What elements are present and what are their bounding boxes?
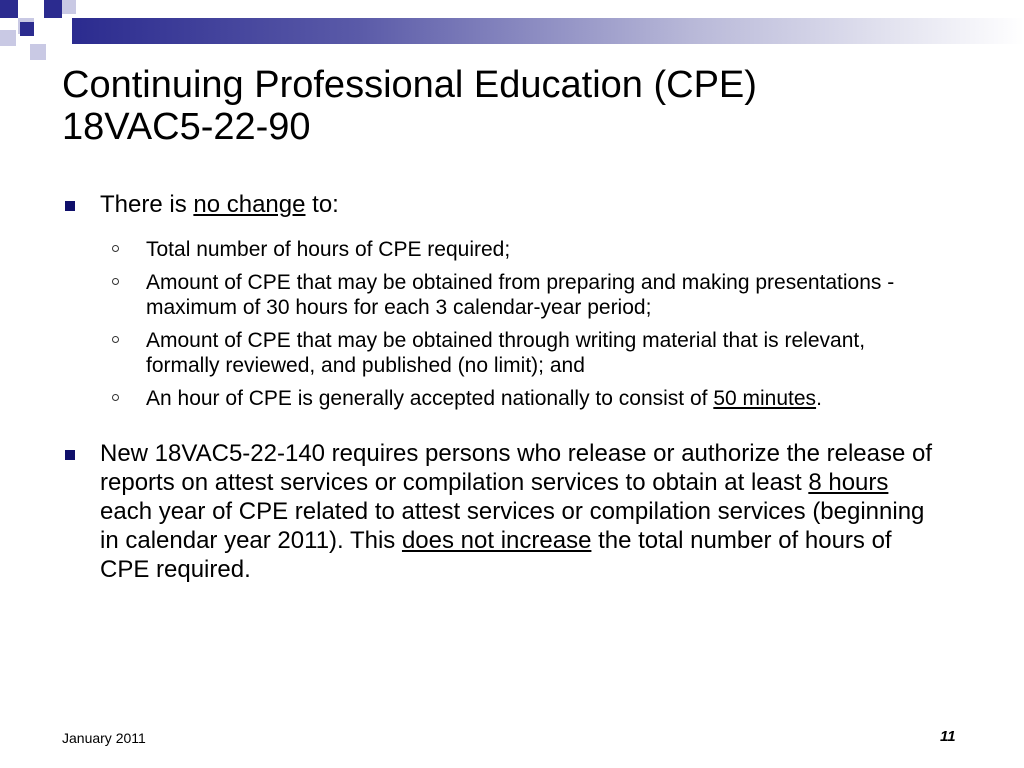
bullet-text-post: to: — [305, 191, 339, 218]
circle-bullet-icon — [112, 245, 119, 252]
no-change-text: no change — [193, 191, 306, 218]
sub-bullet-text-post: . — [816, 387, 822, 410]
bullet2-part2: each year of CPE related to attest services or compilation services (beginning in calendar year 2011). This — [100, 498, 925, 554]
title-line-1: Continuing Professional Education (CPE) — [62, 64, 757, 106]
sub-bullet-text-pre: An hour of CPE is generally accepted nationally to consist of — [146, 387, 714, 410]
does-not-increase-text: does not increase — [401, 527, 592, 554]
footer-date: January 2011 — [62, 730, 146, 746]
circle-bullet-icon — [112, 278, 119, 285]
decor-square — [30, 44, 46, 60]
page-number: 11 — [940, 728, 956, 745]
decor-square — [0, 0, 18, 18]
square-bullet-icon — [65, 450, 75, 460]
circle-bullet-icon — [112, 394, 119, 401]
bullet2-part3: the total number of hours of CPE required. — [100, 527, 892, 583]
sub-bullet-text: Amount of CPE that may be obtained through writing material that is relevant, formally reviewed, and published (no limit); and — [146, 329, 866, 377]
sub-bullet-item — [62, 237, 942, 262]
fifty-minutes-text: 50 minutes — [713, 387, 817, 410]
bullet-no-change — [62, 190, 942, 219]
circle-bullet-icon — [112, 336, 119, 343]
slide-content — [62, 190, 942, 584]
decor-square — [0, 30, 16, 46]
bullet-text-pre: There is — [100, 191, 194, 218]
header-gradient-bar — [72, 18, 1024, 44]
square-bullet-icon — [65, 201, 75, 211]
bullet2-part1: New 18VAC5-22-140 requires persons who release or authorize the release of reports on attest services or compilation services to obtain at least — [100, 440, 933, 496]
bullet-new-requirement — [62, 439, 942, 584]
decor-square — [62, 0, 76, 14]
slide-title — [62, 64, 962, 148]
decor-square — [44, 0, 62, 18]
sub-bullet-text: Amount of CPE that may be obtained from preparing and making presentations - maximum of 30 hours for each 3 calendar-year period; — [146, 271, 895, 319]
decor-square — [20, 22, 34, 36]
sub-bullet-text: Total number of hours of CPE required; — [146, 238, 511, 261]
sub-bullet-item — [62, 386, 942, 411]
title-line-2: 18VAC5-22-90 — [62, 106, 311, 148]
sub-bullet-item — [62, 270, 942, 320]
sub-bullet-list — [62, 237, 942, 411]
sub-bullet-item — [62, 328, 942, 378]
eight-hours-text: 8 hours — [808, 469, 889, 496]
